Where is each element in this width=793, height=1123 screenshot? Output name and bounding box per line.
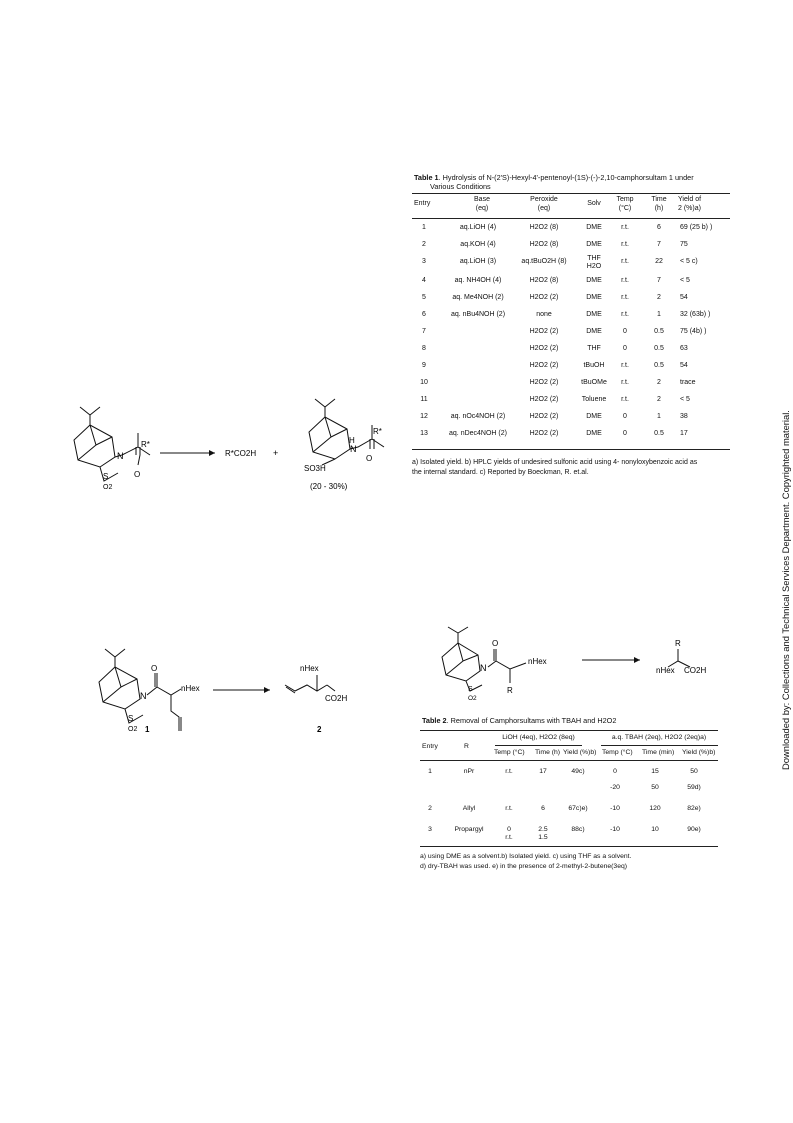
table2-footnotes — [420, 852, 740, 871]
table2-cell-r: Propargyl — [454, 826, 484, 833]
table2-row — [420, 826, 718, 842]
table1-caption-line2: Various Conditions — [430, 182, 491, 191]
acid-product: R*CO2H — [225, 449, 257, 458]
table1-row — [412, 396, 730, 413]
table1-cell-solv: DME — [586, 311, 602, 318]
table1-cell-peroxide: H2O2 (2) — [529, 396, 559, 403]
table2-cell-temp1: 0 r.t. — [505, 826, 513, 841]
table1-cell-solv: THF — [587, 345, 601, 352]
table2-cell-entry: 2 — [428, 805, 432, 812]
table1-cell-yield: 75 (4b) ) — [680, 328, 707, 335]
t1-h-base: Base (eq) — [474, 196, 490, 212]
table1-cell-solv: DME — [586, 413, 602, 420]
copyright-sidebar: Downloaded by: Collections and Technical Services Department. Copyrighted material. — [780, 410, 791, 770]
table1-cell-solv: tBuOH — [583, 362, 605, 369]
hex-label-1: nHex — [181, 684, 200, 693]
table1-cell-yield: < 5 — [680, 277, 690, 284]
table2-row — [420, 768, 718, 784]
scheme-1 — [60, 395, 390, 500]
table1-cell-peroxide: aq.tBuO2H (8) — [521, 258, 567, 265]
table1-cell-peroxide: H2O2 (2) — [529, 345, 559, 352]
table1-row — [412, 255, 730, 277]
table2-cell-time2: 120 — [649, 805, 661, 812]
table1-footnote-1: a) Isolated yield. b) HPLC yields of undesired sulfonic acid using 4- nonyloxybenzoic acid as — [412, 459, 698, 466]
sultam-o2-1: O2 — [103, 484, 113, 491]
table1-cell-entry: 11 — [420, 396, 428, 403]
table2-cell-time2: 15 — [651, 768, 659, 775]
table1-bottom-rule — [412, 449, 730, 450]
table1-cell-temp: 0 — [623, 345, 627, 352]
t2-h-tbah: a.q. TBAH (2eq), H2O2 (2eq)a) — [611, 734, 707, 741]
table2-cell-time1: 6 — [541, 805, 545, 812]
table1-cell-base: aq.KOH (4) — [460, 241, 496, 248]
table1-cell-yield: 69 (25 b) ) — [680, 224, 713, 231]
table1-cell-yield: 17 — [680, 430, 688, 437]
table1-cell-time: 7 — [657, 277, 661, 284]
table1-cell-yield: trace — [680, 379, 696, 386]
amide-n: N — [350, 444, 357, 454]
scheme-3 — [430, 625, 710, 705]
carbonyl-o-2: O — [366, 454, 373, 463]
table1-cell-entry: 3 — [422, 258, 426, 265]
table1-cell-time: 7 — [657, 241, 661, 248]
table1-cell-yield: 32 (63b) ) — [680, 311, 711, 318]
t2-h-yield1: Yield (%)b) — [563, 749, 597, 756]
table1-cell-temp: r.t. — [621, 277, 629, 284]
table1-cell-yield: 38 — [680, 413, 688, 420]
table1-cell-peroxide: H2O2 (8) — [529, 241, 559, 248]
table2-row — [420, 805, 718, 821]
table1-cell-peroxide: H2O2 (2) — [529, 294, 559, 301]
table1-row — [412, 294, 730, 311]
t1-h-temp: Temp (°C) — [616, 196, 634, 212]
t2-h-yield2: Yield (%)b) — [682, 749, 716, 756]
table1-cell-time: 0.5 — [654, 362, 664, 369]
product-2-structure — [285, 675, 335, 693]
table1-cell-time: 0.5 — [654, 328, 664, 335]
plus-sign: + — [273, 448, 279, 458]
r-label-1: R — [507, 686, 513, 695]
table1-caption-bold: Table 1 — [414, 173, 439, 182]
sultam-n-1: N — [117, 451, 124, 461]
compound-2-label: 2 — [317, 725, 322, 734]
table1-cell-temp: r.t. — [621, 224, 629, 231]
table1-cell-solv: DME — [586, 241, 602, 248]
table2-cell-temp2: -10 — [610, 805, 620, 812]
table1-cell-entry: 2 — [422, 241, 426, 248]
arrow-head-2 — [264, 687, 270, 693]
table1-cell-time: 22 — [655, 258, 663, 265]
t2-h-temp1: Temp (°C) — [494, 749, 525, 756]
t2-h-r: R — [464, 743, 469, 750]
table1-cell-base: aq. nOc4NOH (2) — [450, 413, 506, 420]
table2-cell-yield1: 67c)e) — [568, 805, 588, 812]
table1-row — [412, 413, 730, 430]
table1-cell-peroxide: H2O2 (2) — [529, 379, 559, 386]
table1-cell-peroxide: H2O2 (2) — [529, 430, 559, 437]
product-acid-structure — [668, 649, 690, 667]
table2-group-rule-1 — [495, 745, 582, 746]
t1-h-solv: Solv — [587, 200, 601, 207]
hex-label-3: nHex — [528, 657, 547, 666]
r-label-2: R — [675, 639, 681, 648]
sultam-structure-3 — [99, 649, 181, 731]
t2-h-lioh: LiOH (4eq), H2O2 (8eq) — [502, 734, 575, 741]
sultam-n-4: N — [480, 663, 487, 673]
t1-h-yield: Yield of 2 (%)a) — [678, 196, 702, 212]
table1-cell-solv: DME — [586, 294, 602, 301]
table1-cell-temp: r.t. — [621, 294, 629, 301]
table1-cell-time: 2 — [657, 294, 661, 301]
amide-h: H — [349, 436, 355, 445]
table1-cell-peroxide: H2O2 (2) — [529, 413, 559, 420]
table1-cell-base: aq.LiOH (4) — [459, 224, 497, 231]
table1-cell-yield: 54 — [680, 362, 688, 369]
table2-top-rule — [420, 730, 718, 731]
carbonyl-o-3: O — [151, 664, 158, 673]
table1-cell-solv: DME — [586, 224, 602, 231]
sultam-s-4: S — [468, 686, 473, 693]
table2-caption — [422, 716, 742, 725]
table1-cell-yield: < 5 — [680, 396, 690, 403]
table1-cell-temp: r.t. — [621, 311, 629, 318]
table2-cell-yield2: 59d) — [687, 784, 701, 791]
table1-cell-time: 6 — [657, 224, 661, 231]
table1-row — [412, 379, 730, 396]
carbonyl-o-4: O — [492, 639, 499, 648]
table1-cell-temp: r.t. — [621, 396, 629, 403]
table2-caption-text: . Removal of Camphorsultams with TBAH and H2O2 — [446, 716, 617, 725]
arrow-head-3 — [634, 657, 640, 663]
table1-cell-base: aq.LiOH (3) — [459, 258, 497, 265]
table1-cell-time: 1 — [657, 413, 661, 420]
table1-cell-temp: r.t. — [621, 379, 629, 386]
table1-cell-temp: 0 — [623, 328, 627, 335]
table1-cell-entry: 6 — [422, 311, 426, 318]
table2-cell-entry: 1 — [428, 768, 432, 775]
table2-cell-yield2: 50 — [690, 768, 698, 775]
table1-cell-solv: Toluene — [581, 396, 607, 403]
t1-h-peroxide: Peroxide (eq) — [530, 196, 558, 212]
table1-cell-peroxide: none — [536, 311, 552, 318]
table2-cell-entry: 3 — [428, 826, 432, 833]
table2-cell-time1: 2.5 1.5 — [538, 826, 548, 841]
table1-cell-time: 0.5 — [654, 430, 664, 437]
table1-cell-peroxide: H2O2 (8) — [529, 277, 559, 284]
sultam-o2-3: O2 — [128, 726, 138, 733]
table1-cell-temp: r.t. — [621, 362, 629, 369]
t2-h-time1: Time (h) — [535, 749, 561, 756]
co2h-label-2: CO2H — [684, 666, 707, 675]
table2-row — [420, 784, 718, 800]
table1-cell-yield: 54 — [680, 294, 688, 301]
sultam-n-3: N — [140, 691, 147, 701]
table1-cell-time: 0.5 — [654, 345, 664, 352]
table1-cell-solv: THF H2O — [586, 255, 602, 270]
table1-row — [412, 241, 730, 258]
table2-cell-yield1: 88c) — [571, 826, 585, 833]
table2-header-rule — [420, 760, 718, 761]
table1-cell-entry: 4 — [422, 277, 426, 284]
table2-cell-temp1: r.t. — [505, 768, 513, 775]
table1-cell-base: aq. Me4NOH (2) — [452, 294, 504, 301]
sultam-o2-4: O2 — [468, 695, 477, 702]
t2-h-entry: Entry — [422, 743, 438, 750]
table1-cell-solv: DME — [586, 277, 602, 284]
table1-cell-base: aq. NH4OH (4) — [454, 277, 502, 284]
table1-cell-yield: < 5 c) — [680, 258, 698, 265]
table1-cell-entry: 13 — [420, 430, 428, 437]
table2-cell-temp1: r.t. — [505, 805, 513, 812]
table2-cell-temp2: -10 — [610, 826, 620, 833]
hex-label-2: nHex — [300, 664, 319, 673]
table1-cell-solv: tBuOMe — [581, 379, 607, 386]
table1-row — [412, 430, 730, 447]
table2-bottom-rule — [420, 846, 718, 847]
table1-cell-base: aq. nDec4NOH (2) — [449, 430, 507, 437]
table1-cell-peroxide: H2O2 (2) — [529, 362, 559, 369]
table1-cell-temp: r.t. — [621, 241, 629, 248]
table2-cell-time1: 17 — [539, 768, 547, 775]
table1-cell-temp: 0 — [623, 413, 627, 420]
table2-cell-yield2: 82e) — [687, 805, 701, 812]
table2-cell-temp2: 0 — [613, 768, 617, 775]
compound-1-label: 1 — [145, 725, 150, 734]
table2-cell-yield2: 90e) — [687, 826, 701, 833]
sultam-structure-4 — [442, 627, 526, 691]
sultam-s-1: S — [103, 472, 109, 481]
table1-caption — [414, 173, 734, 191]
table2-cell-time2: 10 — [651, 826, 659, 833]
table1-caption-text: . Hydrolysis of N-(2'S)-Hexyl-4'-pentenoyl-(1S)-(-)-2,10-camphorsultam 1 under — [438, 173, 694, 182]
table2-cell-r: nPr — [463, 768, 475, 775]
hex-label-4: nHex — [656, 666, 675, 675]
table1-header-rule — [412, 218, 730, 219]
table1-cell-temp: 0 — [623, 430, 627, 437]
table1-cell-yield: 63 — [680, 345, 688, 352]
table1-row — [412, 224, 730, 241]
table1-cell-entry: 7 — [422, 328, 426, 335]
table1-cell-entry: 8 — [422, 345, 426, 352]
table1-cell-peroxide: H2O2 (2) — [529, 328, 559, 335]
table2-cell-yield1: 49c) — [571, 768, 585, 775]
table1-row — [412, 328, 730, 345]
table1-row — [412, 345, 730, 362]
so3h-label: SO3H — [304, 464, 326, 473]
table1-cell-temp: r.t. — [621, 258, 629, 265]
table2-caption-bold: Table 2 — [422, 716, 447, 725]
table1-cell-entry: 10 — [420, 379, 428, 386]
table2-group-rule-2 — [601, 745, 718, 746]
sultam-s-3: S — [128, 714, 134, 723]
scheme-2 — [85, 645, 375, 745]
t2-h-time2: Time (min) — [642, 749, 675, 756]
table1-top-rule — [412, 193, 730, 194]
table1-cell-entry: 12 — [420, 413, 428, 420]
table1-cell-base: aq. nBu4NOH (2) — [450, 311, 506, 318]
t1-h-time: Time (h) — [651, 196, 667, 212]
table2-cell-temp2: -20 — [610, 784, 620, 791]
table1-cell-entry: 5 — [422, 294, 426, 301]
t1-h-entry: Entry — [414, 200, 431, 207]
table1-cell-time: 1 — [657, 311, 661, 318]
table1-cell-solv: DME — [586, 430, 602, 437]
table1-row — [412, 277, 730, 294]
table1-row — [412, 311, 730, 328]
table2-cell-r: Allyl — [462, 805, 476, 812]
table2-cell-time2: 50 — [651, 784, 659, 791]
table1-cell-yield: 75 — [680, 241, 688, 248]
table1-footnote-2: the internal standard. c) Reported by Boeckman, R. et.al. — [412, 468, 589, 476]
table1-footnotes — [412, 458, 737, 477]
table1-row — [412, 362, 730, 379]
yield-label: (20 - 30%) — [310, 482, 348, 491]
r-star-1: R* — [141, 440, 150, 449]
t2-h-temp2: Temp (°C) — [602, 749, 633, 756]
table1-cell-time: 2 — [657, 396, 661, 403]
table1-cell-peroxide: H2O2 (8) — [529, 224, 559, 231]
table2-footnote-1: a) using DME as a solvent.b) Isolated yield. c) using THF as a solvent. — [420, 853, 632, 860]
table1-cell-entry: 1 — [422, 224, 426, 231]
arrow-head-1 — [209, 450, 215, 456]
carbonyl-o-1: O — [134, 470, 141, 479]
table2-footnote-2: d) dry-TBAH was used. e) in the presence of 2-methyl-2-butene(3eq) — [420, 862, 628, 870]
table1-cell-time: 2 — [657, 379, 661, 386]
r-star-2: R* — [373, 427, 382, 436]
co2h-label-1: CO2H — [325, 694, 348, 703]
table1-cell-solv: DME — [586, 328, 602, 335]
table1-cell-entry: 9 — [422, 362, 426, 369]
